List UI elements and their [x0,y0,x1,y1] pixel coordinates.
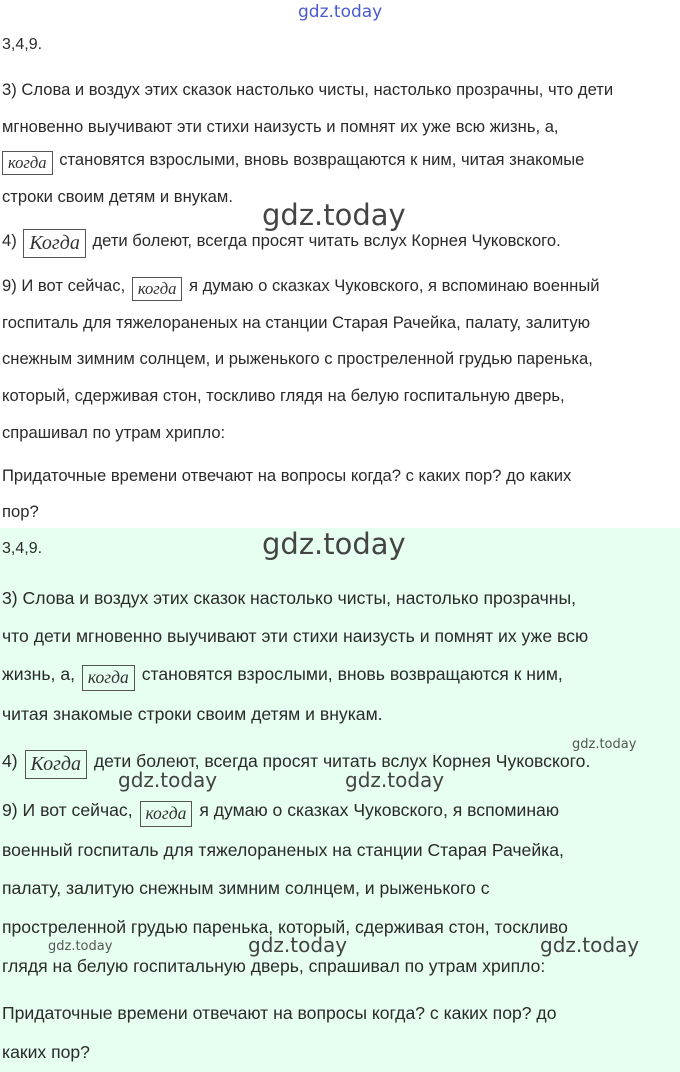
watermark: gdz.today [262,198,406,232]
conjunction-box: когда [140,801,193,827]
p3-line3 [0,150,584,175]
conjunction-box: Когда [23,229,85,258]
p3-line3-text: становятся взрослыми, вновь возвращаются к ним, [141,664,563,684]
p4-prefix: 4) [2,751,18,771]
p9-prefix: 9) И вот сейчас, [2,276,126,295]
p3-line4: строки своим детям и внукам. [2,187,233,206]
note-line2: каких пор? [2,1042,90,1062]
watermark: gdz.today [248,933,348,957]
p9-line4: простреленной грудью паренька, который, сдерживая стон, тоскливо [2,917,568,937]
note-line2: пор? [2,502,39,521]
p9-line5: спрашивал по утрам хрипло: [2,423,226,442]
watermark: gdz.today [118,768,218,792]
conjunction-box: Когда [25,750,87,779]
p9-line3: палату, залитую снежным зимним солнцем, и рыженького с [2,878,490,898]
conjunction-box: когда [82,665,135,691]
watermark: gdz.today [540,933,640,957]
p9-text: я думаю о сказках Чуковского, я вспоминаю [199,800,560,820]
p9-line2: военный госпиталь для тяжелораненых на станции Старая Рачейка, [2,840,564,860]
p9-line3: снежным зимним солнцем, и рыженького с простреленной грудью паренька, [2,349,593,368]
conjunction-box: когда [2,151,53,175]
p3-line2: мгновенно выучивают эти стихи наизусть и помнят их уже всю жизнь, а, [2,117,559,136]
watermark: gdz.today [298,2,383,22]
p3-line2: что дети мгновенно выучивают эти стихи наизусть и помнят их уже всю [2,626,589,646]
p3-line3-prefix: жизнь, а, [2,664,75,684]
p3-line1: 3) Слова и воздух этих сказок настолько чисты, настолько прозрачны, что дети [2,80,614,99]
p4-prefix: 4) [2,231,17,250]
answer-block-highlighted [0,528,680,1072]
p9-line4: который, сдерживая стон, тоскливо глядя на белую госпитальную дверь, [2,386,565,405]
p9-line2: госпиталь для тяжелораненых на станции Старая Рачейка, палату, залитую [2,313,591,332]
p9-line1 [2,800,559,827]
p9-prefix: 9) И вот сейчас, [2,800,133,820]
p3-line1: 3) Слова и воздух этих сказок настолько чисты, настолько прозрачны, [2,588,577,608]
p9-text: я думаю о сказках Чуковского, я вспоминаю военный [189,276,600,295]
conjunction-box: когда [132,277,183,301]
task-numbers: 3,4,9. [2,36,43,53]
p3-line3 [2,664,563,691]
answer-block-plain [0,0,680,528]
task-numbers: 3,4,9. [2,540,43,557]
p9-line5: глядя на белую госпитальную дверь, спрашивал по утрам хрипло: [2,956,546,976]
watermark: gdz.today [345,768,445,792]
note-line1: Придаточные времени отвечают на вопросы когда? с каких пор? до каких [2,466,572,485]
note-line1: Придаточные времени отвечают на вопросы когда? с каких пор? до [2,1003,557,1023]
p9-line1 [2,276,600,301]
p3-line4: читая знакомые строки своим детям и внукам. [2,704,383,724]
watermark: gdz.today [572,737,637,752]
watermark: gdz.today [262,527,406,561]
p4-text: дети болеют, всегда просят читать вслух Корнея Чуковского. [92,231,561,250]
p3-line3-text: становятся взрослыми, вновь возвращаются к ним, читая знакомые [59,150,585,169]
watermark: gdz.today [48,939,113,954]
p4-line [2,229,561,258]
p4-text: дети болеют, всегда просят читать вслух Корнея Чуковского. [93,751,591,771]
p4-line [2,750,590,779]
